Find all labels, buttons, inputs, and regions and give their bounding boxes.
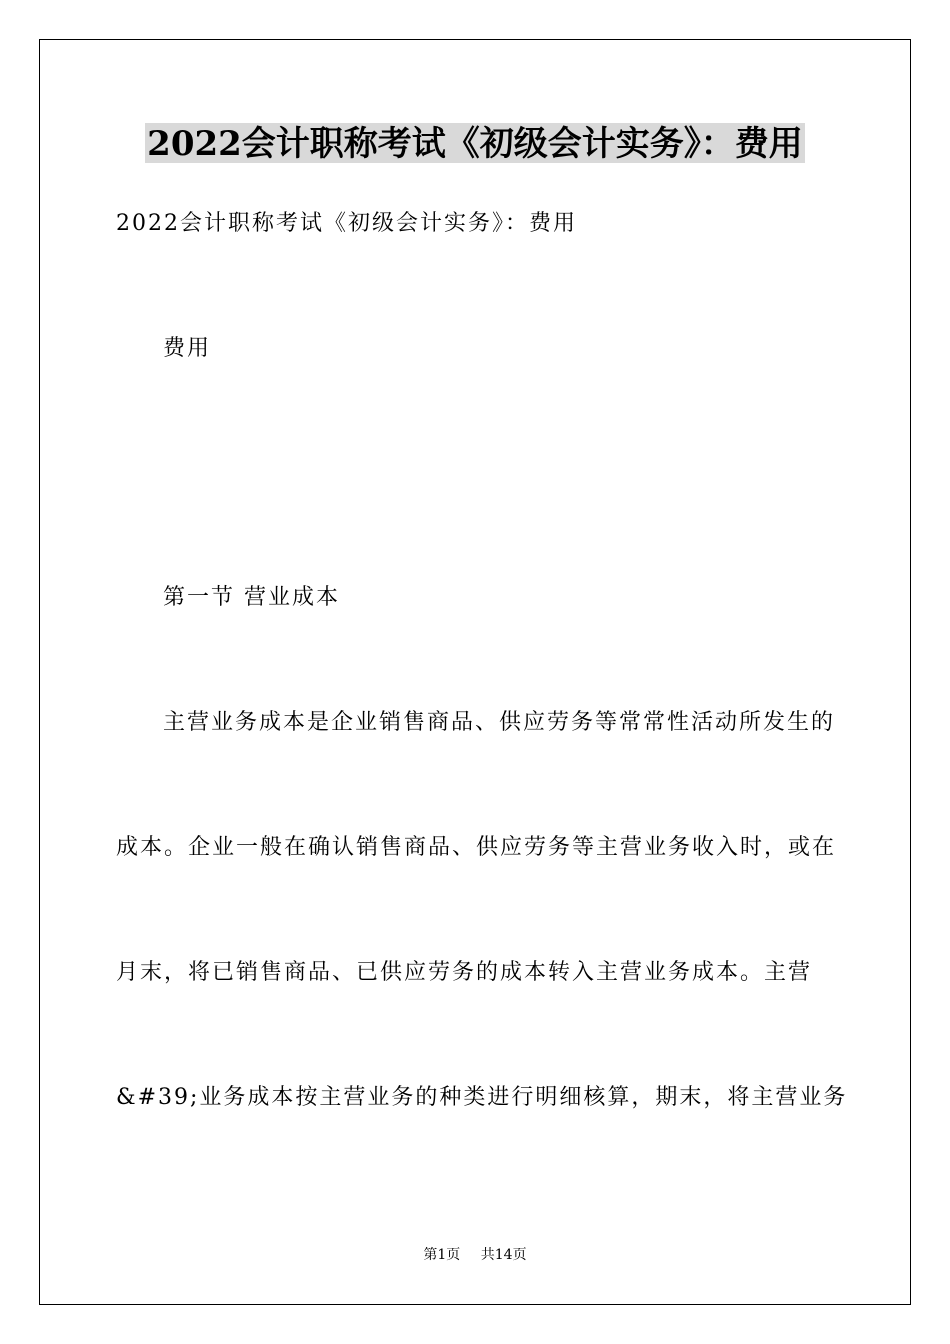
document-title-text: 2022会计职称考试《初级会计实务》：费用 <box>147 124 803 164</box>
body-line-2: 成本。企业一般在确认销售商品、供应劳务等主营业务收入时，或在 <box>116 835 837 860</box>
subtitle-line: 2022会计职称考试《初级会计实务》：费用 <box>116 211 577 236</box>
page-number-total: 共14页 <box>480 1247 527 1263</box>
body-line-3: 月末，将已销售商品、已供应劳务的成本转入主营业务成本。主营 <box>116 960 813 985</box>
page-number-current: 第1页 <box>423 1247 461 1263</box>
heading-line: 费用 <box>163 336 212 361</box>
page-footer <box>0 1248 950 1262</box>
section-heading: 第一节 营业成本 <box>163 585 340 610</box>
body-line-4: &#39;业务成本按主营业务的种类进行明细核算，期末，将主营业务 <box>116 1085 848 1110</box>
document-title <box>0 123 950 163</box>
body-line-1: 主营业务成本是企业销售商品、供应劳务等常常性活动所发生的 <box>163 710 836 735</box>
